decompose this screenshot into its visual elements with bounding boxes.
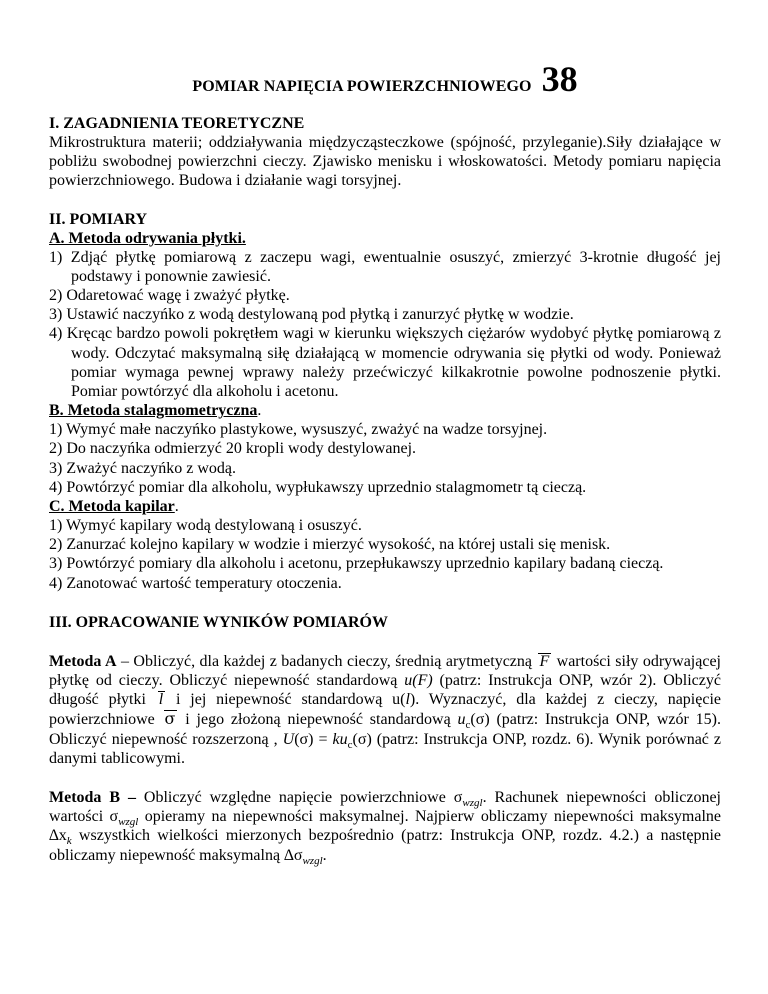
analysis-method-b: Metoda B – Obliczyć względne napięcie powierzchniowe $\sigma_{wzgl}$. Rachunek niepewności obliczonej wartości $\sigma_{wzgl}$ opieramy na niepewności maksymalnej. Najpierw obliczamy niepewności maksymalne $\Delta x_k$ wszystkich wielkości mierzonych bezpośrednio (patrz: Instrukcja ONP, rozdz. 4.2.) a następnie obliczamy niepewność maksymalną $\Delta\sigma_{wzgl}$. [49,789,722,867]
method-b-title-tail: . [257,402,262,420]
method-b-title: B. Metoda stalagmometryczna [49,402,258,420]
method-a-step: 2) Odaretować wagę i zważyć płytkę. [49,287,290,305]
method-a-step: 1) Zdjąć płytkę pomiarową z zaczepu wagi, ewentualnie osuszyć, zmierzyć 3-krotnie długość jej podstawy i ponownie zawiesić. [49,248,721,285]
method-c-step: 1) Wymyć kapilary wodą destylowaną i osuszyć. [49,517,362,535]
method-b-title-line [49,401,721,420]
method-c-title: C. Metoda kapilar [49,498,175,516]
section-1-text: Mikrostruktura materii; oddziaływania międzycząsteczkowe (spójność, przyleganie).Siły działające w pobliżu swobodnej powierzchni cieczy. Zjawisko menisku i włoskowatości. Metody pomiaru napięcia powierzchniowego. Budowa i działanie wagi torsyjnej. [49,134,721,190]
method-c-title-tail: . [174,498,179,516]
method-c-step: 4) Zanotować wartość temperatury otoczenia. [49,574,342,592]
method-b-step: 3) Zważyć naczyńko z wodą. [49,459,237,477]
method-b-step: 1) Wymyć małe naczyńko plastykowe, wysuszyć, zważyć na wadze torsyjnej. [49,421,548,439]
method-c-step: 3) Powtórzyć pomiary dla alkoholu i acetonu, przepłukawszy uprzednio kapilary badaną cieczą. [49,555,664,573]
method-b-step: 4) Powtórzyć pomiar dla alkoholu, wypłukawszy uprzednio stalagmometr tą cieczą. [49,478,587,496]
mean-length-symbol: l [156,690,166,709]
method-b-label: Metoda B – [49,789,136,807]
section-1-heading: I. ZAGADNIENIA TEORETYCZNE [49,115,305,132]
method-a-step: 4) Kręcąc bardzo powoli pokrętłem wagi w kierunku większych ciężarów wydobyć płytkę pomiarową z wody. Odczytać maksymalną siłę działającą w momencie odrywania się płytki od wody. Ponieważ pomiar wymaga pewnej wprawy należy przećwiczyć kilkakrotnie powolne podnoszenie płytki. Pomiar powtórzyć dla alkoholu i acetonu. [49,325,721,401]
document-page [49,58,721,865]
uncertainty-symbol: u(F) [404,672,433,690]
page-title: POMIAR NAPIĘCIA POWIERZCHNIOWEGO [192,78,532,95]
mean-force-symbol: F [536,652,552,671]
method-a-label: Metoda A [49,652,117,670]
section-2-heading: II. POMIARY [49,210,148,228]
method-b-step: 2) Do naczyńka odmierzyć 20 kropli wody destylowanej. [49,440,417,458]
analysis-method-a: Metoda A – Obliczyć, dla każdej z badanych cieczy, średnią arytmetyczną F wartości siły odrywającej płytkę od cieczy. Obliczyć niepewność standardową u(F) (patrz: Instrukcja ONP, wzór 2). Obliczyć długość płytki l i jej niepewność standardową u(l). Wyznaczyć, dla każdej z cieczy, napięcie powierzchniowe σ i jego złożoną niepewność standardową $u_c(\sigma)$ (patrz: Instrukcja ONP, wzór 15). Obliczyć niepewność rozszerzoną , $U(\sigma) = ku_c(\sigma)$ (patrz: Instrukcja ONP, rozdz. 6). Wynik porównać z danymi tablicowymi. [49,652,722,767]
method-a-title: A. Metoda odrywania płytki. [49,229,246,247]
method-c-title-line [49,497,721,516]
exercise-number: 38 [541,59,578,99]
mean-sigma-symbol: σ [162,709,179,728]
title-row [49,58,721,100]
section-3-heading: III. OPRACOWANIE WYNIKÓW POMIARÓW [49,613,388,631]
method-a-step: 3) Ustawić naczyńko z wodą destylowaną pod płytką i zanurzyć płytkę w wodzie. [49,306,574,324]
method-c-step: 2) Zanurzać kolejno kapilary w wodzie i mierzyć wysokość, na której ustali się menisk. [49,536,611,554]
